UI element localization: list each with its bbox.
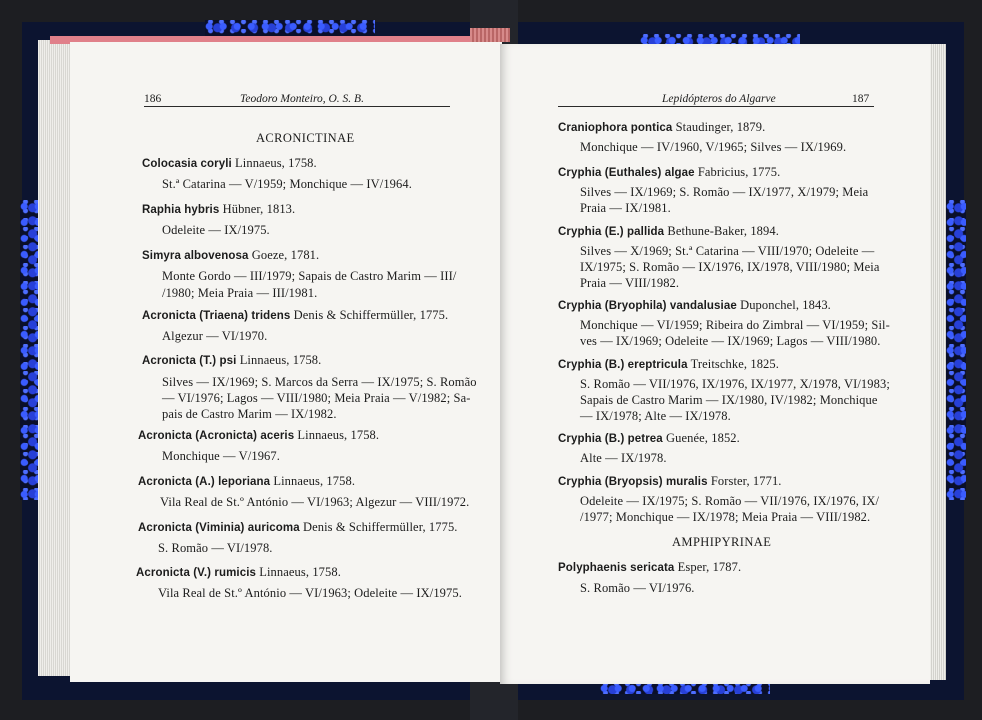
- species-entry: Polyphaenis sericata Esper, 1787.: [558, 560, 742, 574]
- header-rule: [558, 106, 874, 107]
- species-entry: Cryphia (E.) pallida Bethune-Baker, 1894.: [558, 224, 779, 238]
- page-number: 186: [144, 93, 162, 105]
- record-line: Algezur — VI/1970.: [162, 329, 268, 343]
- record-line: IX/1975; S. Romão — IX/1976, IX/1978, VIII/1980; Meia: [580, 260, 880, 274]
- section-heading: ACRONICTINAE: [256, 131, 355, 145]
- species-entry: Acronicta (V.) rumicis Linnaeus, 1758.: [136, 565, 341, 579]
- species-entry: Acronicta (Triaena) tridens Denis & Schiffermüller, 1775.: [142, 308, 449, 322]
- record-line: Alte — IX/1978.: [580, 451, 667, 465]
- record-line: Odeleite — IX/1975.: [162, 223, 270, 237]
- species-entry: Acronicta (A.) leporiana Linnaeus, 1758.: [138, 474, 356, 488]
- record-line: Monchique — VI/1959; Ribeira do Zimbral — VI/1959; Sil-: [580, 318, 890, 332]
- record-line: S. Romão — VII/1976, IX/1976, IX/1977, X/1978, VI/1983;: [580, 377, 890, 391]
- species-entry: Acronicta (Acronicta) aceris Linnaeus, 1758.: [138, 428, 380, 442]
- species-entry: Cryphia (B.) ereptricula Treitschke, 1825.: [558, 357, 779, 371]
- marbled-cover-top-left: [205, 20, 375, 36]
- record-line: Silves — IX/1969; S. Marcos da Serra — IX/1975; S. Romão: [162, 375, 477, 389]
- page-stack-right: [928, 44, 946, 680]
- species-entry: Simyra albovenosa Goeze, 1781.: [142, 248, 320, 262]
- record-line: Silves — X/1969; St.ª Catarina — VIII/1970; Odeleite —: [580, 244, 875, 258]
- species-entry: Craniophora pontica Staudinger, 1879.: [558, 120, 766, 134]
- species-entry: Cryphia (Bryophila) vandalusiae Duponchel, 1843.: [558, 298, 831, 312]
- record-line: Monchique — IV/1960, V/1965; Silves — IX/1969.: [580, 140, 847, 154]
- record-line: — VI/1976; Lagos — VIII/1980; Meia Praia — V/1982; Sa-: [162, 391, 471, 405]
- record-line: St.ª Catarina — V/1959; Monchique — IV/1964.: [162, 177, 412, 191]
- species-entry: Raphia hybris Hübner, 1813.: [142, 202, 296, 216]
- running-head: Lepidópteros do Algarve: [662, 93, 776, 105]
- marbled-cover-right: [946, 200, 966, 500]
- record-line: S. Romão — VI/1976.: [580, 581, 695, 595]
- record-line: Praia — IX/1981.: [580, 201, 671, 215]
- record-line: Sapais de Castro Marim — IX/1980, IV/1982; Monchique: [580, 393, 878, 407]
- species-entry: Acronicta (Viminia) auricoma Denis & Schiffermüller, 1775.: [138, 520, 458, 534]
- record-line: — IX/1978; Alte — IX/1978.: [580, 409, 731, 423]
- species-entry: Cryphia (Bryopsis) muralis Forster, 1771.: [558, 474, 782, 488]
- record-line: ves — IX/1969; Odeleite — IX/1969; Lagos — VIII/1980.: [580, 334, 881, 348]
- record-line: S. Romão — VI/1978.: [158, 541, 273, 555]
- left-page: [70, 42, 502, 682]
- species-entry: Cryphia (Euthales) algae Fabricius, 1775.: [558, 165, 781, 179]
- record-line: Praia — VIII/1982.: [580, 276, 680, 290]
- record-line: pais de Castro Marim — IX/1982.: [162, 407, 337, 421]
- record-line: Monte Gordo — III/1979; Sapais de Castro Marim — III/: [162, 269, 457, 283]
- page-stack-left: [38, 40, 72, 676]
- record-line: /1977; Monchique — IX/1978; Meia Praia — VIII/1982.: [580, 510, 871, 524]
- species-entry: Cryphia (B.) petrea Guenée, 1852.: [558, 431, 740, 445]
- section-heading: AMPHIPYRINAE: [672, 535, 772, 549]
- header-rule: [144, 106, 450, 107]
- record-line: Vila Real de St.º António — VI/1963; Odeleite — IX/1975.: [158, 586, 462, 600]
- right-page: [500, 44, 930, 684]
- running-head: Teodoro Monteiro, O. S. B.: [240, 93, 364, 105]
- record-line: /1980; Meia Praia — III/1981.: [162, 286, 318, 300]
- page-number: 187: [852, 93, 870, 105]
- species-entry: Acronicta (T.) psi Linnaeus, 1758.: [142, 353, 322, 367]
- marbled-cover-left: [20, 200, 40, 500]
- record-line: Monchique — V/1967.: [162, 449, 280, 463]
- record-line: Odeleite — IX/1975; S. Romão — VII/1976, IX/1976, IX/: [580, 494, 880, 508]
- headband: [470, 28, 510, 42]
- record-line: Silves — IX/1969; S. Romão — IX/1977, X/1979; Meia: [580, 185, 869, 199]
- record-line: Vila Real de St.º António — VI/1963; Algezur — VIII/1972.: [160, 495, 470, 509]
- species-entry: Colocasia coryli Linnaeus, 1758.: [142, 156, 317, 170]
